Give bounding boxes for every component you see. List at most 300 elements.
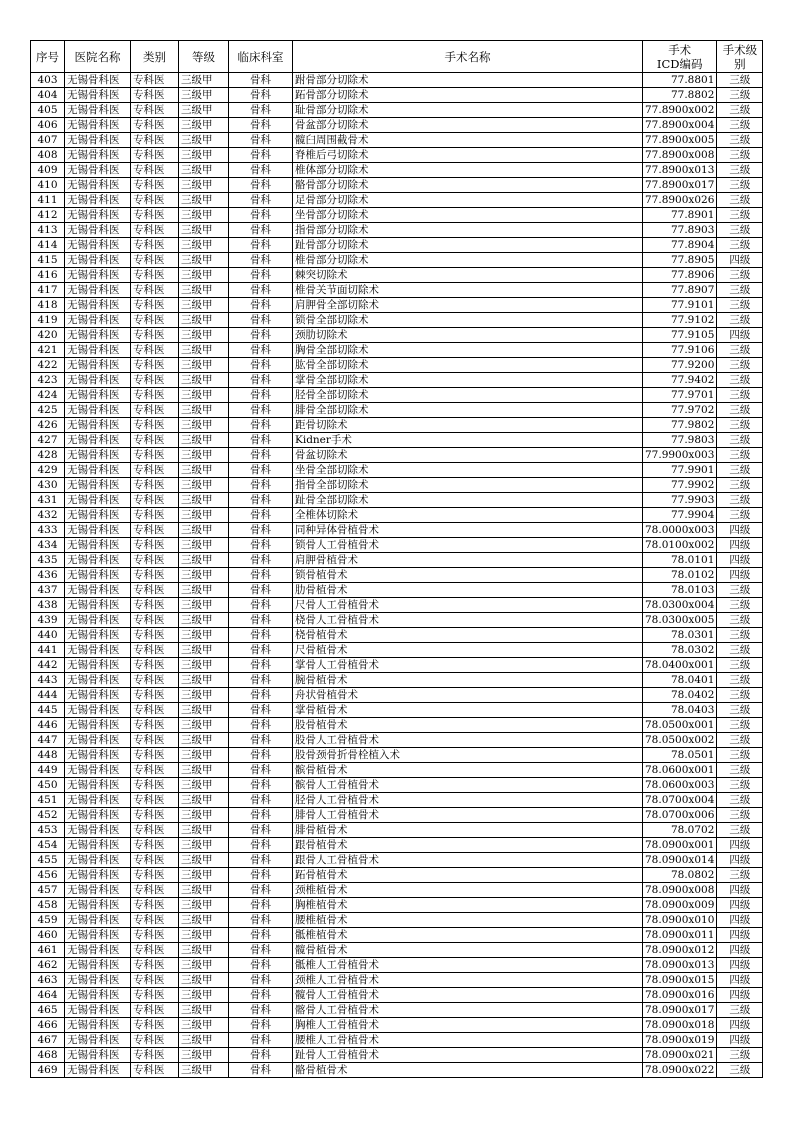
cell-department: 骨科 bbox=[229, 253, 293, 268]
table-row bbox=[31, 253, 763, 268]
cell-seq: 421 bbox=[31, 343, 65, 358]
cell-grade: 三级甲 bbox=[179, 343, 229, 358]
cell-grade: 三级甲 bbox=[179, 73, 229, 88]
cell-surgery-level: 三级 bbox=[717, 313, 763, 328]
cell-grade: 三级甲 bbox=[179, 373, 229, 388]
cell-surgery-name: 肩胛骨植骨术 bbox=[293, 553, 643, 568]
cell-surgery-name: 坐骨全部切除术 bbox=[293, 463, 643, 478]
cell-surgery-name: 胸骨全部切除术 bbox=[293, 343, 643, 358]
cell-seq: 431 bbox=[31, 493, 65, 508]
cell-surgery-level: 三级 bbox=[717, 718, 763, 733]
cell-department: 骨科 bbox=[229, 853, 293, 868]
cell-seq: 412 bbox=[31, 208, 65, 223]
cell-grade: 三级甲 bbox=[179, 388, 229, 403]
cell-category: 专科医 bbox=[131, 868, 179, 883]
cell-hospital: 无锡骨科医 bbox=[65, 253, 131, 268]
cell-category: 专科医 bbox=[131, 1018, 179, 1033]
cell-icd-code: 77.8900x005 bbox=[643, 133, 717, 148]
cell-seq: 449 bbox=[31, 763, 65, 778]
cell-surgery-level: 三级 bbox=[717, 223, 763, 238]
cell-category: 专科医 bbox=[131, 568, 179, 583]
cell-grade: 三级甲 bbox=[179, 253, 229, 268]
table-row bbox=[31, 883, 763, 898]
cell-seq: 461 bbox=[31, 943, 65, 958]
table-row bbox=[31, 688, 763, 703]
cell-department: 骨科 bbox=[229, 1033, 293, 1048]
cell-seq: 409 bbox=[31, 163, 65, 178]
cell-hospital: 无锡骨科医 bbox=[65, 748, 131, 763]
table-row bbox=[31, 298, 763, 313]
cell-grade: 三级甲 bbox=[179, 238, 229, 253]
cell-icd-code: 77.9101 bbox=[643, 298, 717, 313]
cell-icd-code: 78.0900x010 bbox=[643, 913, 717, 928]
cell-hospital: 无锡骨科医 bbox=[65, 913, 131, 928]
table-row bbox=[31, 283, 763, 298]
cell-category: 专科医 bbox=[131, 313, 179, 328]
cell-hospital: 无锡骨科医 bbox=[65, 313, 131, 328]
cell-surgery-level: 三级 bbox=[717, 433, 763, 448]
cell-surgery-name: 桡骨人工骨植骨术 bbox=[293, 613, 643, 628]
table-row bbox=[31, 388, 763, 403]
cell-category: 专科医 bbox=[131, 1048, 179, 1063]
cell-seq: 460 bbox=[31, 928, 65, 943]
cell-surgery-level: 四级 bbox=[717, 253, 763, 268]
cell-surgery-level: 三级 bbox=[717, 583, 763, 598]
cell-department: 骨科 bbox=[229, 568, 293, 583]
cell-surgery-name: 髋骨人工骨植骨术 bbox=[293, 988, 643, 1003]
cell-seq: 444 bbox=[31, 688, 65, 703]
cell-category: 专科医 bbox=[131, 268, 179, 283]
cell-surgery-level: 三级 bbox=[717, 403, 763, 418]
cell-icd-code: 77.9901 bbox=[643, 463, 717, 478]
cell-icd-code: 78.0103 bbox=[643, 583, 717, 598]
cell-category: 专科医 bbox=[131, 193, 179, 208]
cell-surgery-name: 腕骨植骨术 bbox=[293, 673, 643, 688]
cell-hospital: 无锡骨科医 bbox=[65, 553, 131, 568]
cell-hospital: 无锡骨科医 bbox=[65, 958, 131, 973]
cell-grade: 三级甲 bbox=[179, 148, 229, 163]
cell-hospital: 无锡骨科医 bbox=[65, 823, 131, 838]
cell-department: 骨科 bbox=[229, 388, 293, 403]
cell-surgery-name: 股骨人工骨植骨术 bbox=[293, 733, 643, 748]
cell-surgery-level: 三级 bbox=[717, 343, 763, 358]
cell-grade: 三级甲 bbox=[179, 793, 229, 808]
cell-surgery-level: 四级 bbox=[717, 973, 763, 988]
cell-seq: 423 bbox=[31, 373, 65, 388]
cell-category: 专科医 bbox=[131, 613, 179, 628]
cell-icd-code: 78.0501 bbox=[643, 748, 717, 763]
cell-seq: 457 bbox=[31, 883, 65, 898]
table-row bbox=[31, 673, 763, 688]
cell-category: 专科医 bbox=[131, 988, 179, 1003]
cell-department: 骨科 bbox=[229, 133, 293, 148]
cell-hospital: 无锡骨科医 bbox=[65, 1048, 131, 1063]
header-surgery-name: 手术名称 bbox=[293, 41, 643, 73]
cell-seq: 405 bbox=[31, 103, 65, 118]
cell-category: 专科医 bbox=[131, 733, 179, 748]
cell-category: 专科医 bbox=[131, 538, 179, 553]
cell-seq: 443 bbox=[31, 673, 65, 688]
cell-surgery-level: 三级 bbox=[717, 148, 763, 163]
cell-surgery-name: 趾骨部分切除术 bbox=[293, 238, 643, 253]
cell-icd-code: 77.8900x008 bbox=[643, 148, 717, 163]
cell-category: 专科医 bbox=[131, 688, 179, 703]
cell-surgery-name: 棘突切除术 bbox=[293, 268, 643, 283]
cell-surgery-name: 耻骨部分切除术 bbox=[293, 103, 643, 118]
cell-category: 专科医 bbox=[131, 1063, 179, 1078]
cell-icd-code: 78.0000x003 bbox=[643, 523, 717, 538]
cell-hospital: 无锡骨科医 bbox=[65, 1033, 131, 1048]
cell-hospital: 无锡骨科医 bbox=[65, 763, 131, 778]
table-row bbox=[31, 328, 763, 343]
cell-hospital: 无锡骨科医 bbox=[65, 223, 131, 238]
cell-grade: 三级甲 bbox=[179, 598, 229, 613]
cell-department: 骨科 bbox=[229, 898, 293, 913]
cell-surgery-name: 锁骨植骨术 bbox=[293, 568, 643, 583]
cell-seq: 459 bbox=[31, 913, 65, 928]
cell-surgery-level: 四级 bbox=[717, 538, 763, 553]
table-row bbox=[31, 1033, 763, 1048]
cell-grade: 三级甲 bbox=[179, 943, 229, 958]
cell-department: 骨科 bbox=[229, 1048, 293, 1063]
cell-surgery-name: 胫骨人工骨植骨术 bbox=[293, 793, 643, 808]
cell-department: 骨科 bbox=[229, 88, 293, 103]
cell-grade: 三级甲 bbox=[179, 283, 229, 298]
header-row bbox=[31, 41, 763, 73]
cell-surgery-level: 三级 bbox=[717, 748, 763, 763]
cell-category: 专科医 bbox=[131, 658, 179, 673]
cell-category: 专科医 bbox=[131, 958, 179, 973]
cell-icd-code: 78.0700x004 bbox=[643, 793, 717, 808]
table-row bbox=[31, 358, 763, 373]
cell-icd-code: 78.0900x022 bbox=[643, 1063, 717, 1078]
cell-surgery-level: 四级 bbox=[717, 838, 763, 853]
cell-category: 专科医 bbox=[131, 358, 179, 373]
cell-seq: 425 bbox=[31, 403, 65, 418]
cell-hospital: 无锡骨科医 bbox=[65, 388, 131, 403]
cell-category: 专科医 bbox=[131, 913, 179, 928]
cell-department: 骨科 bbox=[229, 598, 293, 613]
cell-seq: 469 bbox=[31, 1063, 65, 1078]
cell-department: 骨科 bbox=[229, 718, 293, 733]
table-row bbox=[31, 658, 763, 673]
cell-seq: 446 bbox=[31, 718, 65, 733]
cell-grade: 三级甲 bbox=[179, 913, 229, 928]
cell-seq: 436 bbox=[31, 568, 65, 583]
table-row bbox=[31, 223, 763, 238]
cell-category: 专科医 bbox=[131, 628, 179, 643]
table-row bbox=[31, 718, 763, 733]
cell-seq: 441 bbox=[31, 643, 65, 658]
cell-hospital: 无锡骨科医 bbox=[65, 568, 131, 583]
cell-department: 骨科 bbox=[229, 613, 293, 628]
cell-category: 专科医 bbox=[131, 673, 179, 688]
cell-surgery-name: 尺骨植骨术 bbox=[293, 643, 643, 658]
cell-icd-code: 78.0302 bbox=[643, 643, 717, 658]
cell-surgery-level: 三级 bbox=[717, 163, 763, 178]
cell-seq: 468 bbox=[31, 1048, 65, 1063]
cell-surgery-name: 指骨全部切除术 bbox=[293, 478, 643, 493]
cell-grade: 三级甲 bbox=[179, 1048, 229, 1063]
table-row bbox=[31, 553, 763, 568]
cell-hospital: 无锡骨科医 bbox=[65, 433, 131, 448]
cell-surgery-name: 距骨切除术 bbox=[293, 418, 643, 433]
cell-seq: 408 bbox=[31, 148, 65, 163]
cell-seq: 448 bbox=[31, 748, 65, 763]
cell-surgery-name: 尺骨人工骨植骨术 bbox=[293, 598, 643, 613]
cell-grade: 三级甲 bbox=[179, 1063, 229, 1078]
cell-hospital: 无锡骨科医 bbox=[65, 523, 131, 538]
cell-category: 专科医 bbox=[131, 508, 179, 523]
cell-surgery-level: 三级 bbox=[717, 358, 763, 373]
cell-surgery-name: Kidner手术 bbox=[293, 433, 643, 448]
cell-seq: 454 bbox=[31, 838, 65, 853]
table-body bbox=[31, 73, 763, 1078]
cell-surgery-name: 同种异体骨植骨术 bbox=[293, 523, 643, 538]
cell-grade: 三级甲 bbox=[179, 433, 229, 448]
cell-surgery-name: 趾骨全部切除术 bbox=[293, 493, 643, 508]
cell-grade: 三级甲 bbox=[179, 988, 229, 1003]
cell-icd-code: 77.9903 bbox=[643, 493, 717, 508]
cell-department: 骨科 bbox=[229, 208, 293, 223]
cell-surgery-name: 坐骨部分切除术 bbox=[293, 208, 643, 223]
table-row bbox=[31, 748, 763, 763]
cell-category: 专科医 bbox=[131, 133, 179, 148]
cell-icd-code: 77.8905 bbox=[643, 253, 717, 268]
cell-icd-code: 77.8802 bbox=[643, 88, 717, 103]
cell-grade: 三级甲 bbox=[179, 358, 229, 373]
table-row bbox=[31, 493, 763, 508]
table-row bbox=[31, 913, 763, 928]
cell-surgery-name: 全椎体切除术 bbox=[293, 508, 643, 523]
cell-surgery-name: 髌骨人工骨植骨术 bbox=[293, 778, 643, 793]
cell-category: 专科医 bbox=[131, 373, 179, 388]
cell-department: 骨科 bbox=[229, 913, 293, 928]
cell-category: 专科医 bbox=[131, 838, 179, 853]
table-row bbox=[31, 793, 763, 808]
cell-icd-code: 77.8801 bbox=[643, 73, 717, 88]
cell-seq: 458 bbox=[31, 898, 65, 913]
table-row bbox=[31, 313, 763, 328]
table-row bbox=[31, 148, 763, 163]
cell-department: 骨科 bbox=[229, 763, 293, 778]
table-row bbox=[31, 178, 763, 193]
table-row bbox=[31, 733, 763, 748]
cell-department: 骨科 bbox=[229, 313, 293, 328]
table-row bbox=[31, 1018, 763, 1033]
cell-surgery-name: 骨盆切除术 bbox=[293, 448, 643, 463]
cell-category: 专科医 bbox=[131, 1033, 179, 1048]
cell-surgery-name: 肋骨植骨术 bbox=[293, 583, 643, 598]
cell-hospital: 无锡骨科医 bbox=[65, 658, 131, 673]
table-row bbox=[31, 418, 763, 433]
table-row bbox=[31, 103, 763, 118]
cell-department: 骨科 bbox=[229, 103, 293, 118]
cell-icd-code: 78.0401 bbox=[643, 673, 717, 688]
cell-department: 骨科 bbox=[229, 478, 293, 493]
cell-hospital: 无锡骨科医 bbox=[65, 283, 131, 298]
table-row bbox=[31, 538, 763, 553]
cell-department: 骨科 bbox=[229, 193, 293, 208]
cell-hospital: 无锡骨科医 bbox=[65, 358, 131, 373]
cell-icd-code: 77.8907 bbox=[643, 283, 717, 298]
cell-hospital: 无锡骨科医 bbox=[65, 73, 131, 88]
cell-grade: 三级甲 bbox=[179, 268, 229, 283]
table-row bbox=[31, 508, 763, 523]
cell-surgery-level: 三级 bbox=[717, 193, 763, 208]
cell-hospital: 无锡骨科医 bbox=[65, 883, 131, 898]
cell-hospital: 无锡骨科医 bbox=[65, 508, 131, 523]
cell-surgery-level: 三级 bbox=[717, 73, 763, 88]
cell-category: 专科医 bbox=[131, 553, 179, 568]
cell-grade: 三级甲 bbox=[179, 583, 229, 598]
cell-surgery-level: 四级 bbox=[717, 328, 763, 343]
cell-category: 专科医 bbox=[131, 793, 179, 808]
cell-surgery-name: 椎体部分切除术 bbox=[293, 163, 643, 178]
cell-department: 骨科 bbox=[229, 988, 293, 1003]
cell-grade: 三级甲 bbox=[179, 163, 229, 178]
table-row bbox=[31, 958, 763, 973]
cell-hospital: 无锡骨科医 bbox=[65, 853, 131, 868]
cell-category: 专科医 bbox=[131, 178, 179, 193]
cell-category: 专科医 bbox=[131, 493, 179, 508]
table-row bbox=[31, 1048, 763, 1063]
cell-category: 专科医 bbox=[131, 298, 179, 313]
cell-category: 专科医 bbox=[131, 943, 179, 958]
table-row bbox=[31, 928, 763, 943]
cell-surgery-name: 舟状骨植骨术 bbox=[293, 688, 643, 703]
cell-department: 骨科 bbox=[229, 238, 293, 253]
cell-surgery-level: 三级 bbox=[717, 448, 763, 463]
cell-icd-code: 78.0301 bbox=[643, 628, 717, 643]
cell-surgery-level: 三级 bbox=[717, 208, 763, 223]
cell-icd-code: 78.0900x009 bbox=[643, 898, 717, 913]
header-icd-line1: 手术 bbox=[668, 42, 692, 57]
cell-grade: 三级甲 bbox=[179, 973, 229, 988]
cell-department: 骨科 bbox=[229, 373, 293, 388]
cell-surgery-level: 三级 bbox=[717, 268, 763, 283]
cell-surgery-name: 髋臼周围截骨术 bbox=[293, 133, 643, 148]
cell-surgery-level: 三级 bbox=[717, 628, 763, 643]
cell-surgery-name: 跖骨部分切除术 bbox=[293, 88, 643, 103]
cell-category: 专科医 bbox=[131, 448, 179, 463]
cell-seq: 445 bbox=[31, 703, 65, 718]
cell-surgery-name: 锁骨人工骨植骨术 bbox=[293, 538, 643, 553]
cell-category: 专科医 bbox=[131, 478, 179, 493]
cell-category: 专科医 bbox=[131, 463, 179, 478]
table-row bbox=[31, 868, 763, 883]
cell-icd-code: 78.0900x014 bbox=[643, 853, 717, 868]
cell-surgery-name: 股骨植骨术 bbox=[293, 718, 643, 733]
header-seq: 序号 bbox=[31, 41, 65, 73]
cell-hospital: 无锡骨科医 bbox=[65, 1063, 131, 1078]
cell-grade: 三级甲 bbox=[179, 808, 229, 823]
cell-icd-code: 78.0900x017 bbox=[643, 1003, 717, 1018]
cell-category: 专科医 bbox=[131, 403, 179, 418]
cell-icd-code: 78.0500x002 bbox=[643, 733, 717, 748]
cell-grade: 三级甲 bbox=[179, 838, 229, 853]
cell-seq: 420 bbox=[31, 328, 65, 343]
cell-department: 骨科 bbox=[229, 73, 293, 88]
cell-hospital: 无锡骨科医 bbox=[65, 448, 131, 463]
cell-seq: 434 bbox=[31, 538, 65, 553]
cell-surgery-name: 骼骨植骨术 bbox=[293, 1063, 643, 1078]
cell-grade: 三级甲 bbox=[179, 88, 229, 103]
table-row bbox=[31, 433, 763, 448]
cell-grade: 三级甲 bbox=[179, 313, 229, 328]
cell-surgery-level: 三级 bbox=[717, 1063, 763, 1078]
cell-surgery-name: 趾骨人工骨植骨术 bbox=[293, 1048, 643, 1063]
cell-category: 专科医 bbox=[131, 328, 179, 343]
cell-seq: 404 bbox=[31, 88, 65, 103]
cell-icd-code: 77.8904 bbox=[643, 238, 717, 253]
cell-hospital: 无锡骨科医 bbox=[65, 538, 131, 553]
table-row bbox=[31, 133, 763, 148]
table-row bbox=[31, 763, 763, 778]
cell-surgery-level: 四级 bbox=[717, 988, 763, 1003]
cell-seq: 452 bbox=[31, 808, 65, 823]
cell-category: 专科医 bbox=[131, 418, 179, 433]
table-row bbox=[31, 568, 763, 583]
table-row bbox=[31, 838, 763, 853]
cell-category: 专科医 bbox=[131, 583, 179, 598]
cell-grade: 三级甲 bbox=[179, 928, 229, 943]
cell-hospital: 无锡骨科医 bbox=[65, 208, 131, 223]
header-department: 临床科室 bbox=[229, 41, 293, 73]
cell-surgery-level: 四级 bbox=[717, 853, 763, 868]
cell-seq: 403 bbox=[31, 73, 65, 88]
cell-grade: 三级甲 bbox=[179, 628, 229, 643]
cell-hospital: 无锡骨科医 bbox=[65, 943, 131, 958]
table-row bbox=[31, 598, 763, 613]
cell-icd-code: 78.0900x011 bbox=[643, 928, 717, 943]
cell-surgery-level: 三级 bbox=[717, 283, 763, 298]
cell-grade: 三级甲 bbox=[179, 733, 229, 748]
cell-icd-code: 78.0900x018 bbox=[643, 1018, 717, 1033]
cell-department: 骨科 bbox=[229, 778, 293, 793]
table-row bbox=[31, 463, 763, 478]
cell-department: 骨科 bbox=[229, 328, 293, 343]
cell-surgery-name: 髋骨植骨术 bbox=[293, 943, 643, 958]
cell-grade: 三级甲 bbox=[179, 508, 229, 523]
cell-surgery-name: 骶椎植骨术 bbox=[293, 928, 643, 943]
table-row bbox=[31, 193, 763, 208]
cell-seq: 414 bbox=[31, 238, 65, 253]
cell-surgery-level: 三级 bbox=[717, 808, 763, 823]
cell-surgery-level: 三级 bbox=[717, 778, 763, 793]
cell-department: 骨科 bbox=[229, 808, 293, 823]
cell-surgery-name: 骶椎人工骨植骨术 bbox=[293, 958, 643, 973]
cell-department: 骨科 bbox=[229, 163, 293, 178]
cell-surgery-level: 四级 bbox=[717, 1018, 763, 1033]
cell-seq: 427 bbox=[31, 433, 65, 448]
cell-surgery-level: 三级 bbox=[717, 178, 763, 193]
cell-hospital: 无锡骨科医 bbox=[65, 298, 131, 313]
cell-hospital: 无锡骨科医 bbox=[65, 193, 131, 208]
cell-icd-code: 77.8900x004 bbox=[643, 118, 717, 133]
cell-icd-code: 78.0900x001 bbox=[643, 838, 717, 853]
cell-surgery-name: 胫骨全部切除术 bbox=[293, 388, 643, 403]
cell-surgery-name: 足骨部分切除术 bbox=[293, 193, 643, 208]
cell-icd-code: 77.9900x003 bbox=[643, 448, 717, 463]
table-row bbox=[31, 628, 763, 643]
cell-surgery-level: 三级 bbox=[717, 868, 763, 883]
cell-icd-code: 77.9105 bbox=[643, 328, 717, 343]
cell-surgery-name: 掌骨全部切除术 bbox=[293, 373, 643, 388]
cell-department: 骨科 bbox=[229, 523, 293, 538]
cell-surgery-level: 三级 bbox=[717, 1003, 763, 1018]
header-icd-code bbox=[643, 41, 717, 73]
